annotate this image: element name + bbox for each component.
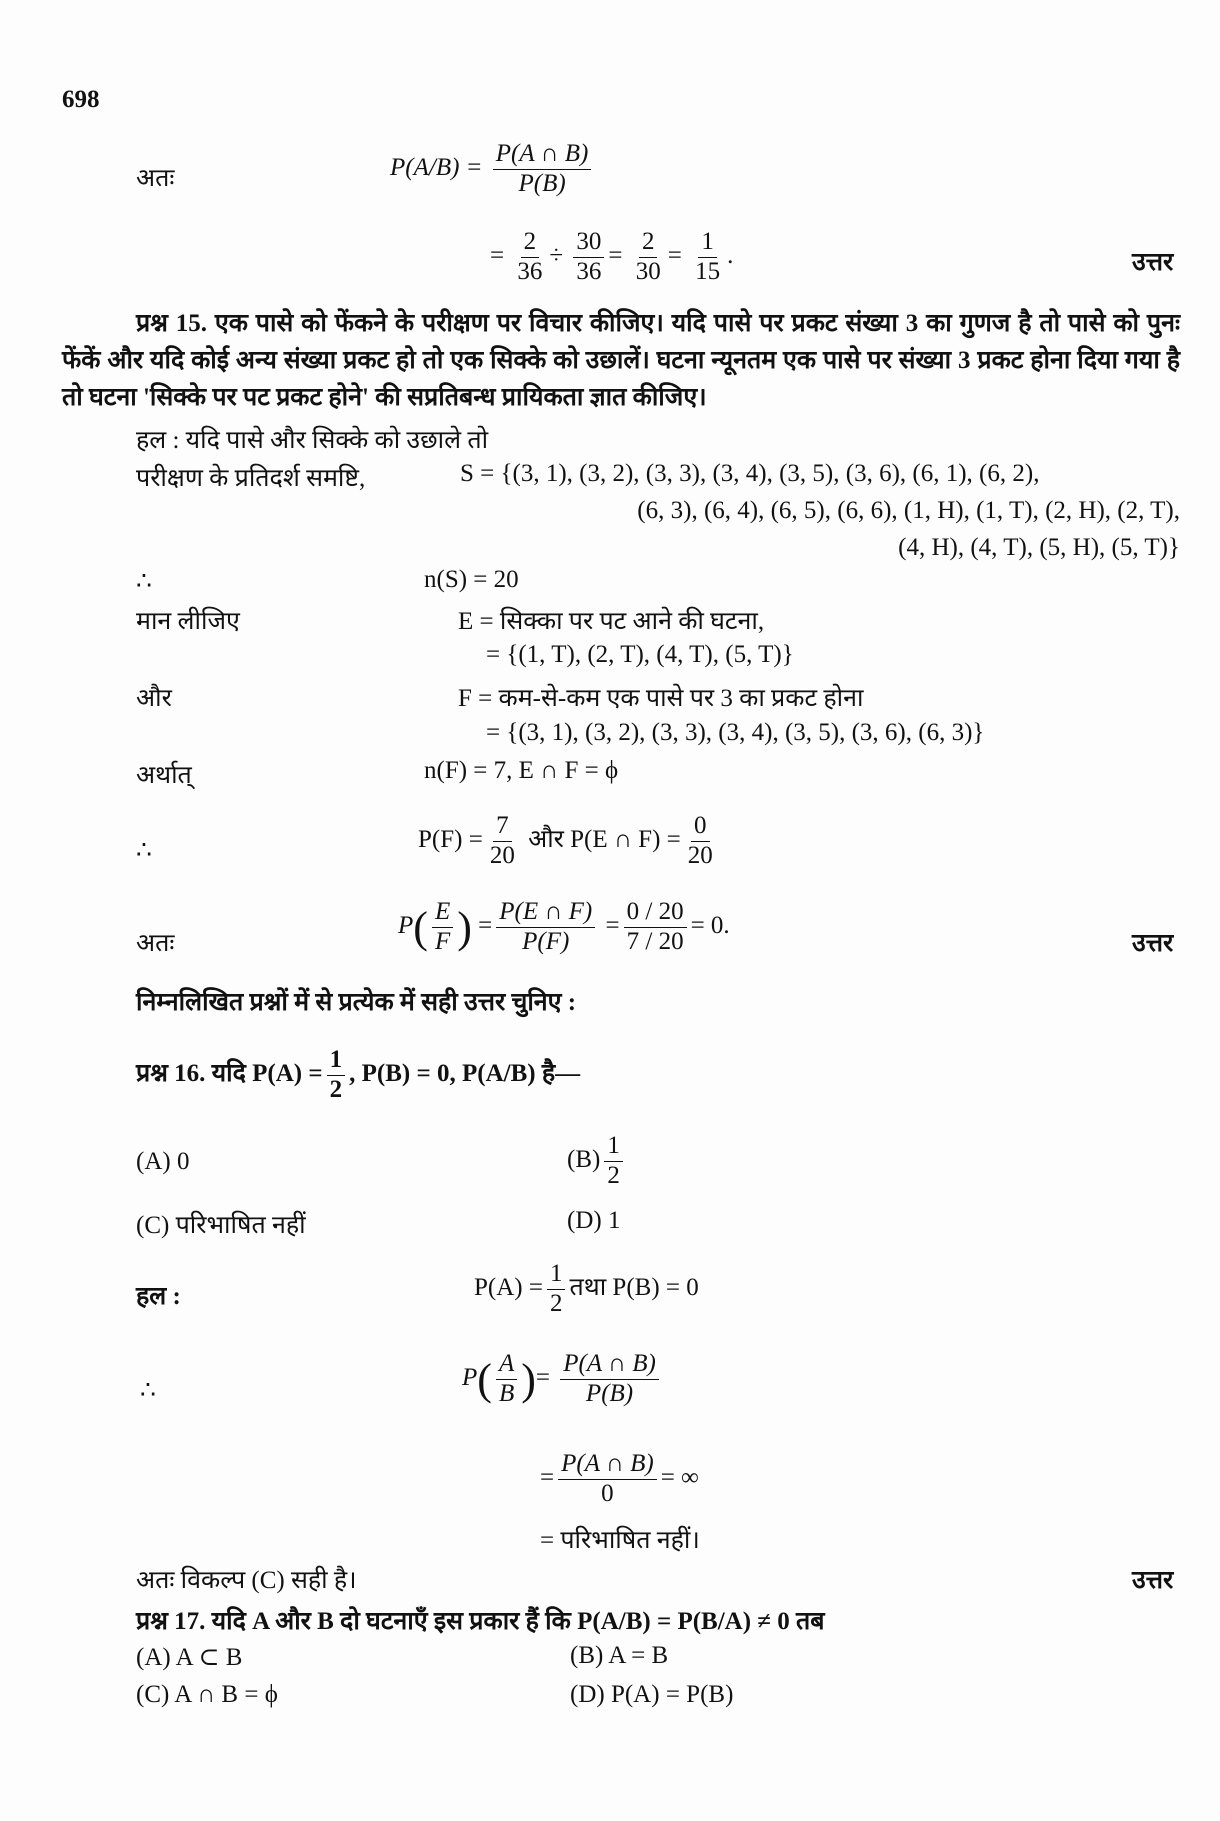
math-part [514, 228, 545, 287]
conclusion: अतः विकल्प (C) सही है। [136, 1567, 357, 1594]
math-part: = 0. [690, 911, 730, 939]
sample-space-2: (6, 3), (6, 4), (6, 5), (6, 6), (1, H), (1, T), (2, H), (2, T), [637, 497, 1180, 524]
lhs: P(A/B) = [390, 153, 483, 181]
math-part: ( [413, 902, 428, 952]
math-part: (B) [567, 1145, 601, 1173]
option-b [567, 1132, 627, 1191]
math-part: 30 [635, 257, 661, 285]
option-c: (C) परिभाषित नहीं [136, 1212, 306, 1239]
math-part: ( [477, 1354, 492, 1404]
option-d: (D) 1 [567, 1207, 621, 1234]
math-part: = ∞ [660, 1463, 699, 1491]
label-hence: अतः [136, 165, 175, 192]
math-part: E [432, 898, 453, 928]
denominator: P(B) [518, 169, 566, 197]
math-part: = [490, 241, 505, 269]
math-part [560, 1350, 659, 1409]
pef-line [398, 898, 730, 957]
math-part: = [608, 241, 623, 269]
undefined-line: = परिभाषित नहीं। [540, 1527, 700, 1554]
event-f-set: = {(3, 1), (3, 2), (3, 3), (3, 4), (3, 5), (3, 6), (6, 3)} [486, 719, 985, 746]
math-part: B [498, 1379, 515, 1407]
math-part: 2 [549, 1289, 563, 1317]
option-b: (B) A = B [570, 1642, 669, 1669]
event-f-def: F = कम-से-कम एक पासे पर 3 का प्रकट होना [458, 685, 864, 712]
math-part: 0 / 20 [624, 898, 687, 928]
infinity-line [540, 1450, 699, 1509]
math-part [604, 1132, 623, 1191]
math-part: प्रश्न 16. यदि P(A) = [136, 1059, 323, 1087]
hence-label: अतः [136, 930, 175, 957]
math-part [496, 898, 595, 957]
math-part: P(F) [522, 927, 570, 955]
conditional-formula [390, 140, 595, 199]
math-part [558, 1450, 657, 1509]
math-part [624, 898, 687, 957]
math-part [685, 812, 716, 871]
math-part: और P(E ∩ F) = [528, 825, 681, 853]
answer-mark: उत्तर [1132, 1567, 1174, 1594]
math-part [487, 812, 518, 871]
solution-label: हल : [136, 1283, 181, 1310]
math-part: ) [521, 1354, 536, 1404]
math-part: P [462, 1363, 478, 1391]
sample-space-1: S = {(3, 1), (3, 2), (3, 3), (3, 4), (3, 5), (3, 6), (6, 1), (6, 2), [460, 460, 1040, 487]
math-part: 2 [329, 1075, 343, 1103]
question-17: प्रश्न 17. यदि A और B दो घटनाएँ इस प्रकार हैं कि P(A/B) = P(B/A) ≠ 0 तब [136, 1608, 825, 1635]
math-part: ÷ [549, 241, 564, 269]
math-part: 7 / 20 [626, 927, 684, 955]
therefore-symbol: ∴ [140, 1377, 156, 1404]
math-part: P(A ∩ B) [560, 1350, 659, 1380]
math-part [496, 1350, 517, 1409]
page-number: 698 [62, 86, 100, 113]
math-part: 7 [493, 812, 512, 842]
math-part [633, 228, 664, 287]
answer-mark: उत्तर [1132, 249, 1174, 276]
answer-mark: उत्तर [1132, 930, 1174, 957]
sample-space-3: (4, H), (4, T), (5, H), (5, T)} [898, 534, 1180, 561]
math-part: P(E ∩ F) [496, 898, 595, 928]
sample-space-label: परीक्षण के प्रतिदर्श समष्टि, [136, 465, 366, 492]
math-part [327, 1046, 346, 1105]
math-part: = [478, 911, 493, 939]
math-part: P(B) [585, 1379, 634, 1407]
option-c: (C) A ∩ B = ϕ [136, 1681, 278, 1708]
math-part: = [605, 911, 620, 939]
math-part [692, 228, 723, 287]
computation-line [490, 228, 733, 287]
n-s: n(S) = 20 [424, 566, 519, 593]
solution-intro: हल : यदि पासे और सिक्के को उछाले तो [136, 427, 489, 454]
math-part: 20 [489, 841, 515, 869]
math-part: 36 [517, 257, 543, 285]
math-part: 0 [601, 1479, 614, 1507]
math-part: , P(B) = 0, P(A/B) है— [349, 1059, 581, 1087]
option-a: (A) 0 [136, 1148, 190, 1175]
math-part: P(F) = [418, 825, 483, 853]
ie-label: अर्थात् [136, 762, 192, 789]
event-e-def: E = सिक्का पर पट आने की घटना, [458, 608, 765, 635]
question-15: प्रश्न 15. एक पासे को फेंकने के परीक्षण पर विचार कीजिए। यदि पासे पर प्रकट संख्या 3 का गुणज है तो पासे को पुनः फेंकें और यदि कोई अन्य संख्या प्रकट हो तो एक सिक्के को उछालें। घटना न्यूनतम एक पासे पर संख्या 3 प्रकट होना दिया गया है तो घटना 'सिक्के पर पट प्रकट होने' की सप्रतिबन्ध प्रायिकता ज्ञात कीजिए। [62, 310, 1180, 411]
and-label: और [136, 685, 172, 712]
math-part: 2 [607, 1161, 620, 1189]
math-part: P(A ∩ B) [558, 1450, 657, 1480]
option-a: (A) A ⊂ B [136, 1644, 243, 1671]
math-part [573, 228, 604, 287]
let-label: मान लीजिए [136, 608, 240, 635]
math-part: P(A) = [474, 1273, 543, 1301]
math-part: 1 [547, 1260, 566, 1290]
math-part: P [398, 911, 414, 939]
event-e-set: = {(1, T), (2, T), (4, T), (5, T)} [486, 641, 794, 668]
math-part: A [496, 1350, 517, 1380]
numerator: P(A ∩ B) [493, 140, 592, 170]
math-part: 15 [695, 257, 721, 285]
math-part: 0 [691, 812, 710, 842]
math-part: F [434, 927, 451, 955]
math-part: 2 [521, 228, 540, 258]
pf-line [418, 812, 720, 871]
math-part [547, 1260, 566, 1319]
conditional-line [462, 1350, 663, 1409]
math-part: = [535, 1363, 550, 1391]
math-part: 1 [604, 1132, 623, 1162]
math-part: 2 [639, 228, 658, 258]
instruction: निम्नलिखित प्रश्नों में से प्रत्येक में सही उत्तर चुनिए : [136, 989, 577, 1016]
therefore-symbol: ∴ [136, 837, 152, 864]
math-part [432, 898, 453, 957]
therefore-symbol: ∴ [136, 568, 152, 595]
math-part: 20 [687, 841, 713, 869]
math-part: 1 [327, 1046, 346, 1076]
given-line [474, 1260, 699, 1319]
math-part [493, 140, 592, 199]
math-part: 36 [576, 257, 602, 285]
n-f: n(F) = 7, E ∩ F = ϕ [424, 757, 619, 784]
math-part: ) [457, 902, 472, 952]
math-part: = [667, 241, 682, 269]
math-part: तथा P(B) = 0 [569, 1273, 699, 1301]
math-part: = [540, 1463, 555, 1491]
option-d: (D) P(A) = P(B) [570, 1681, 734, 1708]
question-16 [136, 1046, 580, 1105]
math-part: 1 [698, 228, 717, 258]
math-part: . [727, 241, 734, 269]
math-part: 30 [573, 228, 604, 258]
